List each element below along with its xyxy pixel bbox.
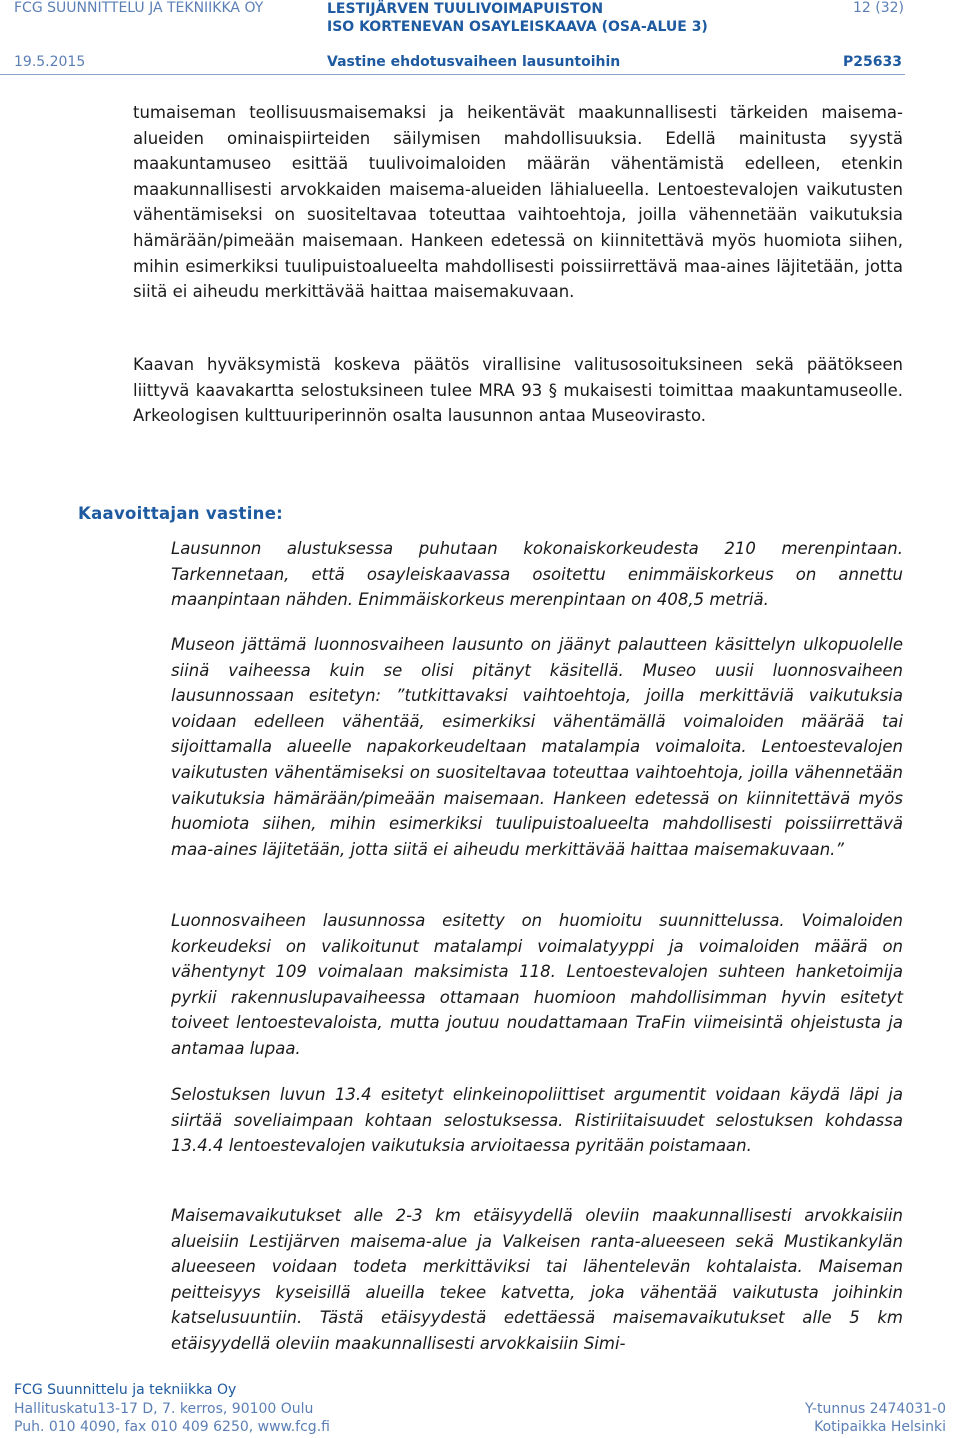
body-paragraph: Kaavan hyväksymistä koskeva päätös virallisine valitusosoituksineen sekä päätökseen liittyvä kaavakartta selostuksineen tulee MRA 93 § mukaisesti toimittaa maakuntamuseolle. Arkeologisen kulttuuriperinnön osalta lausunnon antaa Museovirasto. bbox=[133, 355, 903, 426]
response-paragraph: Lausunnon alustuksessa puhutaan kokonaiskorkeudesta 210 merenpintaan. Tarkennetaan, että osayleiskaavassa osoitettu enimmäiskorkeus on annettu maanpintaan nähden. Enimmäiskorkeus merenpintaan on 408,5 metriä. bbox=[171, 539, 903, 610]
response-paragraph: Maisemavaikutukset alle 2-3 km etäisyydellä oleviin maakunnallisesti arvokkaisiin alueisiin Lestijärven maisema-alue ja Valkeisen ranta-alueeseen sekä Mustikankylän alueeseen voidaan todeta merkittäviksi tai lähentelevän kohtalaista. Maiseman peitteisyys kyseisillä alueilla tekee katvetta, joka vähentää vaikutusta joihinkin katselusuuntiin. Tästä etäisyydestä edettäessä maisemavaikutukset alle 5 km etäisyydellä oleviin maakunnallisesti arvokkaisiin Simi- bbox=[171, 1206, 903, 1353]
footer-contact: Puh. 010 4090, fax 010 409 6250, www.fcg.fi bbox=[14, 1419, 330, 1435]
header-rule-row bbox=[0, 52, 905, 75]
response-paragraph: Selostuksen luvun 13.4 esitetyt elinkeinopoliittiset argumentit voidaan käydä läpi ja siirtää soveliaimpaan kohtaan selostuksessa. Ristiriitaisuudet selostuksen kohdassa 13.4.4 lentoestevalojen vaikutuksia arvioitaessa pyritään poistamaan. bbox=[171, 1085, 903, 1156]
footer-domicile: Kotipaikka Helsinki bbox=[814, 1419, 946, 1435]
page-number: 12 (32) bbox=[852, 0, 904, 16]
footer-company: FCG Suunnittelu ja tekniikka Oy bbox=[14, 1382, 237, 1398]
header-date: 19.5.2015 bbox=[14, 54, 86, 70]
header-subtitle: Vastine ehdotusvaiheen lausuntoihin bbox=[327, 54, 621, 70]
footer-business-id: Y-tunnus 2474031-0 bbox=[805, 1401, 946, 1417]
project-code: P25633 bbox=[843, 54, 902, 70]
response-paragraph: Luonnosvaiheen lausunnossa esitetty on huomioitu suunnittelussa. Voimaloiden korkeudeksi on valikoitunut matalampi voimalatyyppi ja voimaloiden määrä on vähentynyt 109 voimalaan maksimista 118. Lentoestevalojen suhteen hanketoimija pyrkii rakennuslupavaiheessa ottamaan huomioon mahdollisimman hyvin esitetyt toiveet lentoestevaloista, mutta joutuu noudattamaan TraFin viimeisintä ohjeistusta ja antamaa lupaa. bbox=[171, 911, 903, 1058]
header-title-line1: LESTIJÄRVEN TUULIVOIMAPUISTON bbox=[327, 1, 604, 17]
body-paragraph: tumaiseman teollisuusmaisemaksi ja heikentävät maakunnallisesti tärkeiden maisema-alueiden ominaispiirteiden säilymisen mahdollisuuksia. Edellä mainitusta syystä maakuntamuseo esittää tuulivoimaloiden määrän vähentämistä edelleen, etenkin maakunnallisesti arvokkaiden maisema-alueiden lähialueella. Lentoestevalojen vaikutusten vähentämiseksi on suositeltavaa toteuttaa vaihtoehtoja, joilla vähennetään vaikutuksia hämärään/pimeään maisemaan. Hankeen edetessä on kiinnitettävä myös huomiota siihen, mihin esimerkiksi tuulipuistoalueelta mahdollisesti poissiirrettävä maa-aines läjitetään, jotta siitä ei aiheudu merkittävää haittaa maisemakuvaan. bbox=[133, 103, 903, 302]
footer-address: Hallituskatu13-17 D, 7. kerros, 90100 Oulu bbox=[14, 1401, 314, 1417]
header-title bbox=[327, 0, 708, 36]
response-paragraph: Museon jättämä luonnosvaiheen lausunto on jäänyt palautteen käsittelyn ulkopuolelle siinä vaiheessa kuin se olisi pitänyt käsitellä. Museo uusii luonnosvaiheen lausunnossaan esitetyn: ”tutkittavaksi vaihtoehtoja, joilla merkittäviä vaikutuksia voidaan edelleen vähentää, esimerkiksi vähentämällä voimaloiden määrää tai sijoittamalla alueelle napakorkeudeltaan matalampia voimaloita. Lentoestevalojen vaikutusten vähentämiseksi on suositeltavaa toteuttaa vaihtoehtoja, joilla vähennetään vaikutuksia hämärään/pimeään maisemaan. Hankeen edetessä on kiinnitettävä myös huomiota siihen, mihin esimerkiksi tuulipuistoalueelta mahdollisesti poissiirrettävä maa-aines läjitetään, jotta siitä ei aiheudu merkittävää haittaa maisemakuvaan.” bbox=[171, 635, 903, 859]
header-company: FCG SUUNNITTELU JA TEKNIIKKA OY bbox=[14, 0, 264, 16]
header-title-line2: ISO KORTENEVAN OSAYLEISKAAVA (OSA-ALUE 3) bbox=[327, 19, 708, 35]
response-heading: Kaavoittajan vastine: bbox=[78, 504, 284, 523]
